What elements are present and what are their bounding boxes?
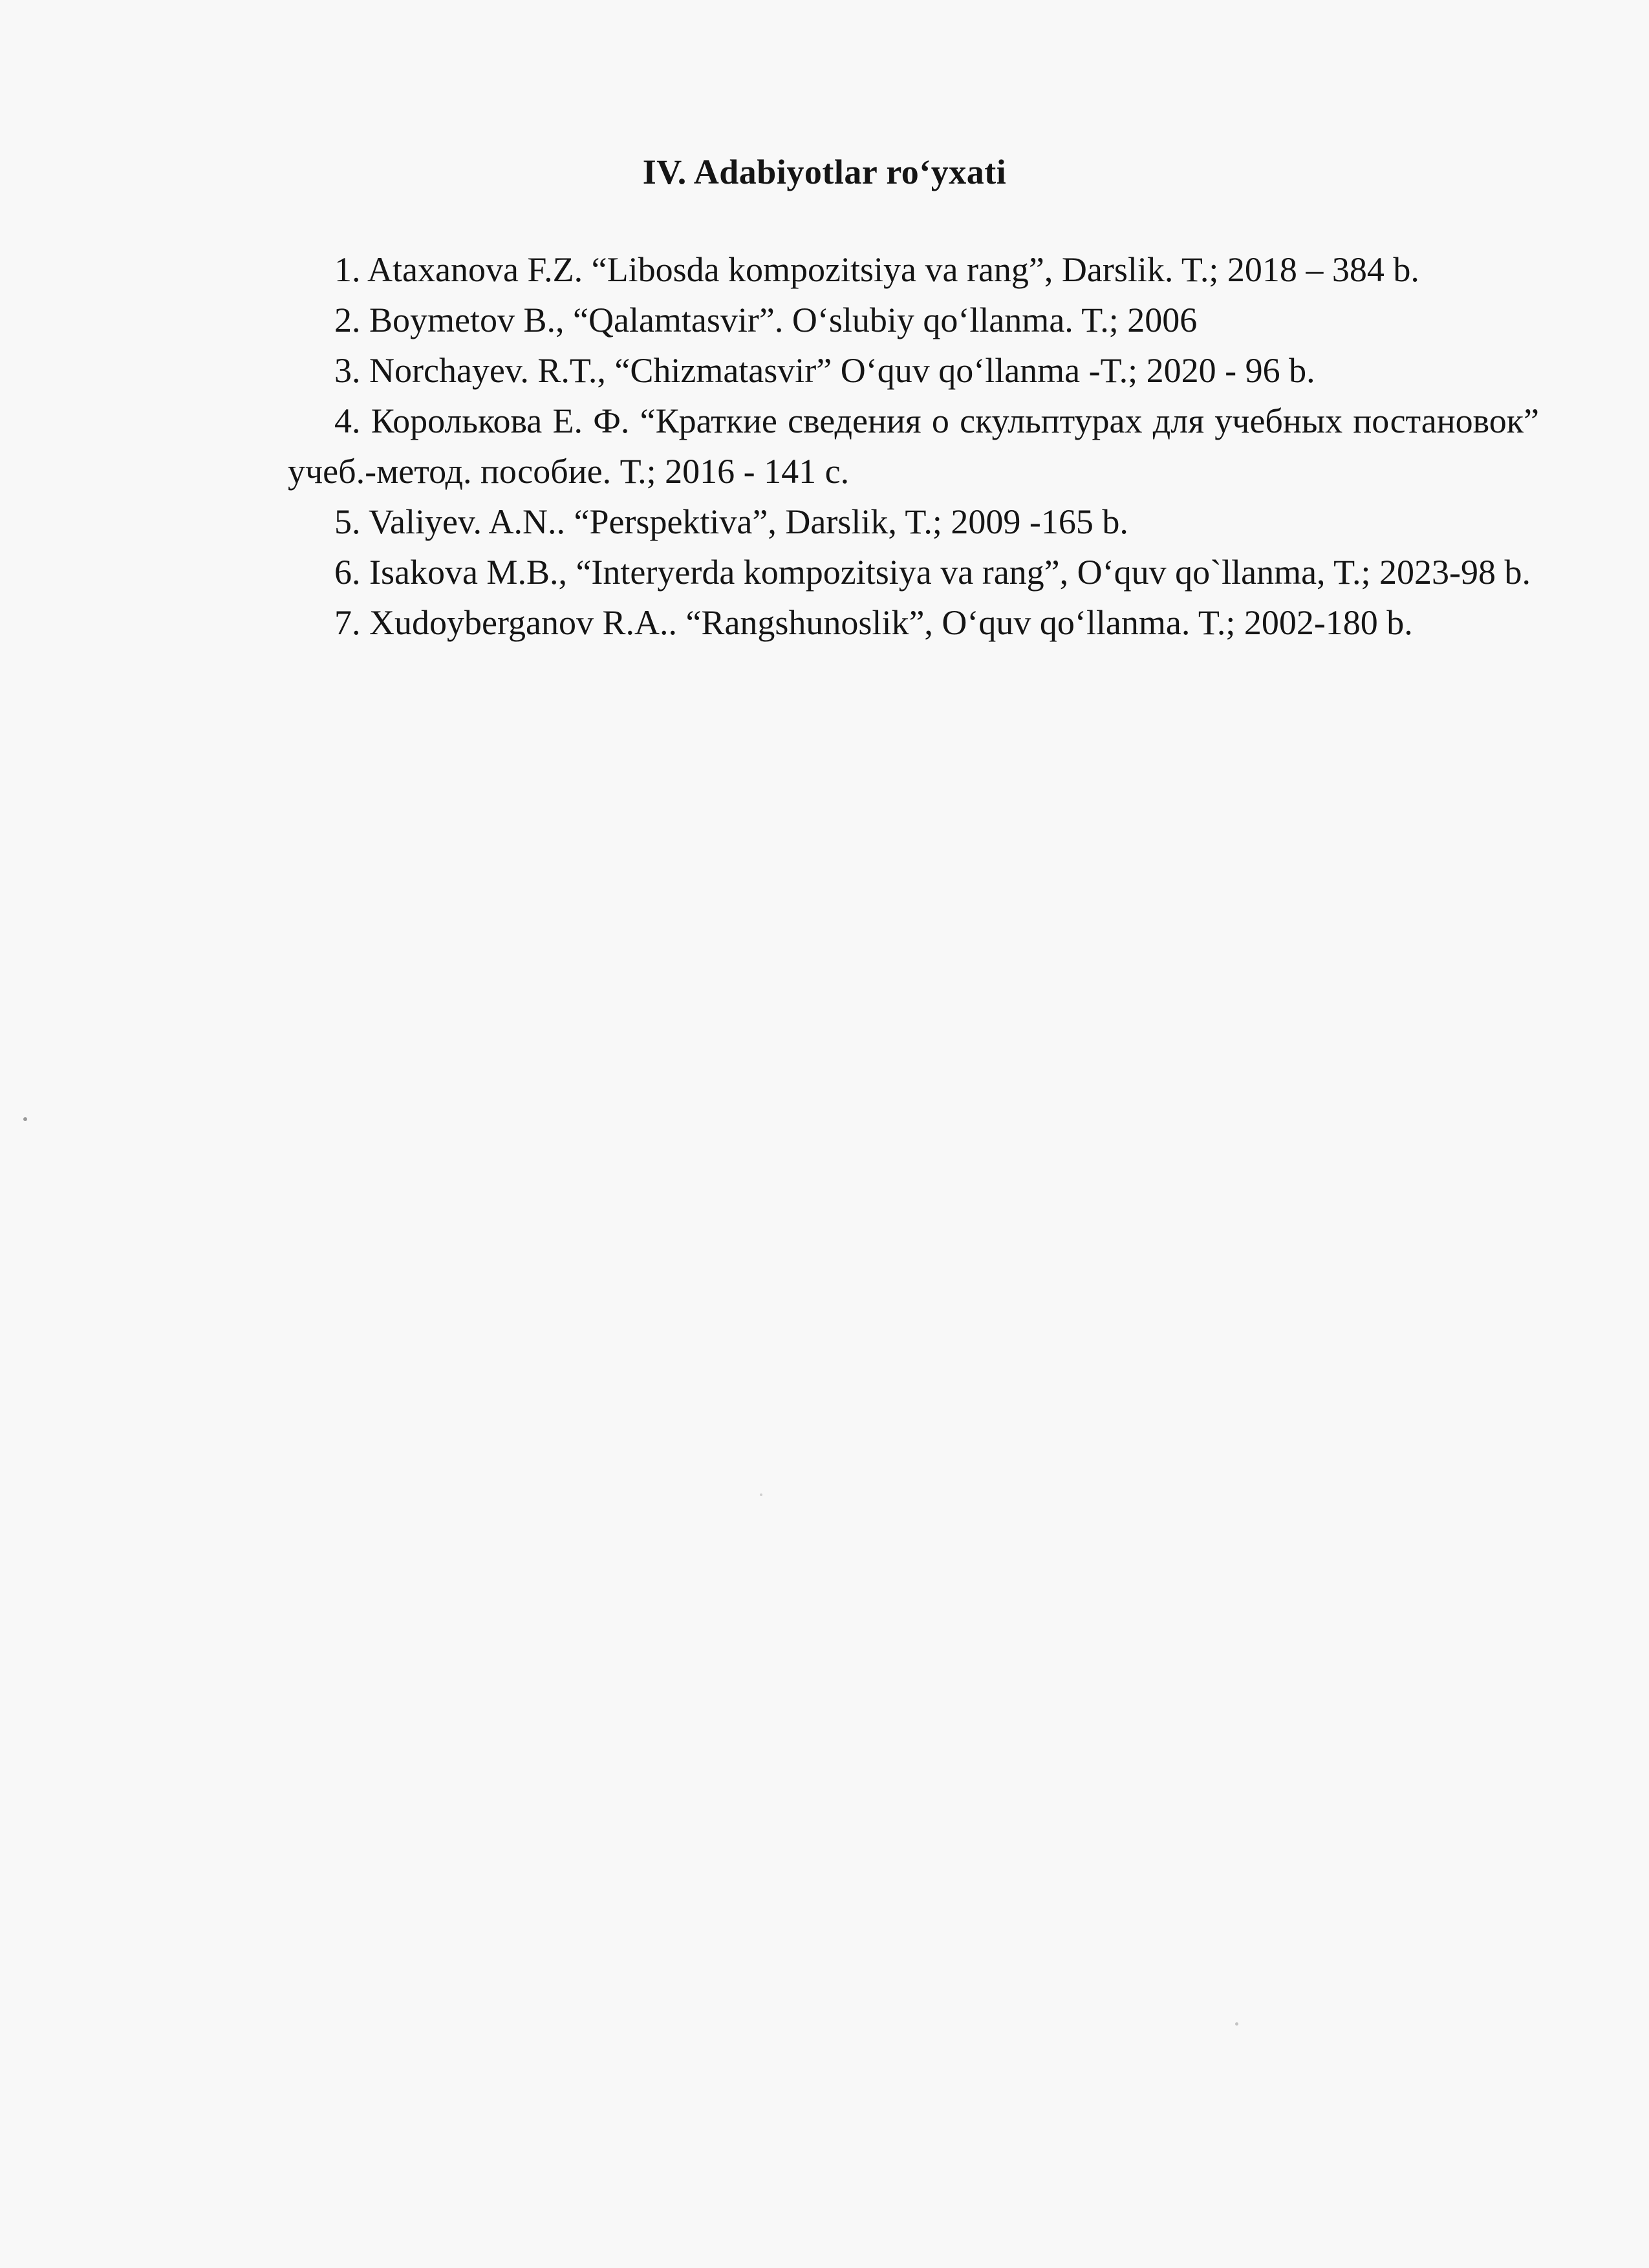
reference-item-6: 6. Isakova M.B., “Interyerda kompozitsiya va rang”, O‘quv qo`llanma, T.; 2023-98 b. xyxy=(334,553,1531,592)
scan-speck xyxy=(760,1493,762,1496)
reference-item-2: 2. Boymetov B., “Qalamtasvir”. O‘slubiy qo‘llanma. T.; 2006 xyxy=(334,301,1198,339)
scan-speck xyxy=(1235,2022,1238,2026)
reference-item-7: 7. Xudoyberganov R.A.. “Rangshunoslik”, O‘quv qo‘llanma. T.; 2002-180 b. xyxy=(334,603,1413,642)
reference-list xyxy=(288,244,1539,648)
reference-item-1: 1. Ataxanova F.Z. “Libosda kompozitsiya va rang”, Darslik. T.; 2018 – 384 b. xyxy=(334,250,1419,289)
reference-item-3: 3. Norchayev. R.T., “Chizmatasvir” O‘quv qo‘llanma -T.; 2020 - 96 b. xyxy=(334,351,1315,390)
reference-item-4: 4. Королькова Е. Ф. “Краткие сведения о скульптурах для учебных постановок” учеб.-метод. пособие. Т.; 2016 - 141 с. xyxy=(288,401,1539,491)
reference-item-5: 5. Valiyev. A.N.. “Perspektiva”, Darslik, T.; 2009 -165 b. xyxy=(334,502,1128,541)
scan-speck xyxy=(23,1117,27,1121)
page-title: IV. Adabiyotlar ro‘yxati xyxy=(642,153,1007,191)
